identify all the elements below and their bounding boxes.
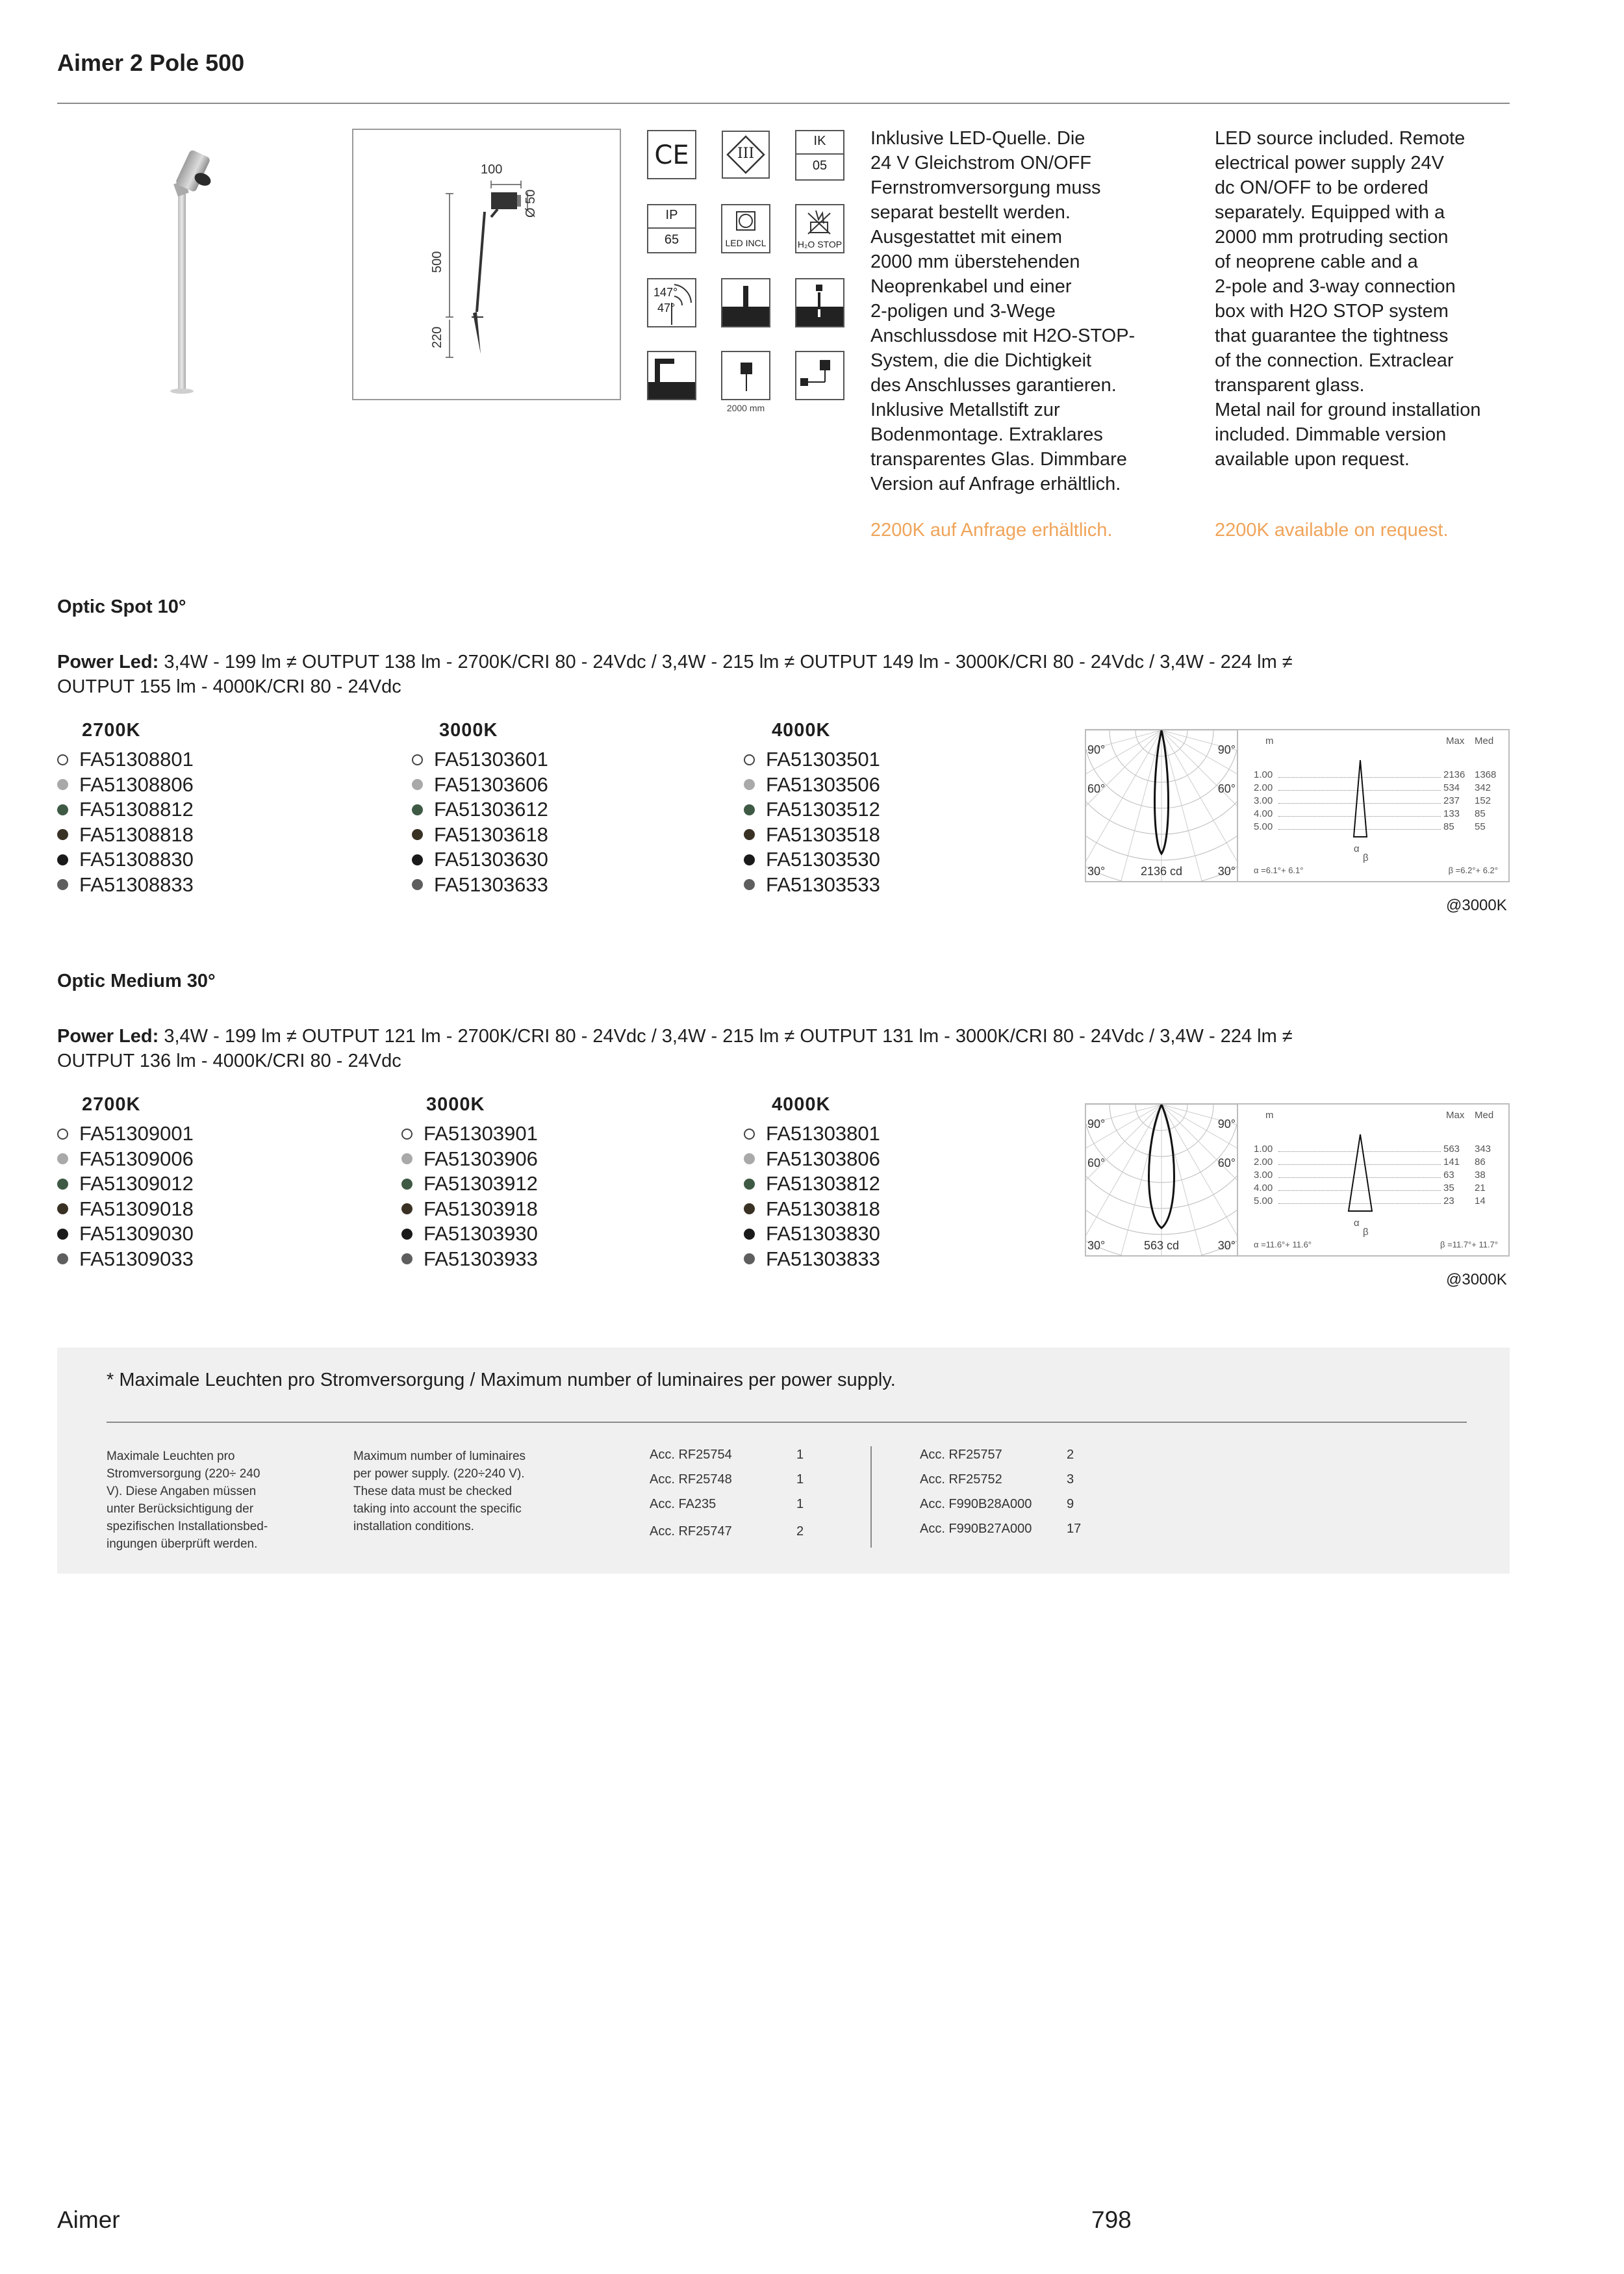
accessory-code: Acc. RF25747 bbox=[650, 1524, 732, 1539]
finish-light-grey-swatch bbox=[401, 1153, 412, 1164]
alpha-angle: α =6.1°+ 6.1° bbox=[1254, 865, 1304, 875]
product-code: FA51303933 bbox=[424, 1247, 538, 1270]
accessory-code: Acc. F990B27A000 bbox=[920, 1522, 1032, 1536]
finish-grey-swatch bbox=[401, 1253, 412, 1264]
max-value: 63 bbox=[1443, 1169, 1454, 1181]
beam-cone bbox=[1334, 1131, 1386, 1228]
description-german: Inklusive LED-Quelle. Die 24 V Gleichstrom ON/OFF Fernstromversorgung muss separat bestellt werden. Ausgestattet mit einem 2000 mm überstehenden Neoprenkabel und einer 2-poligen und 3-Wege Anschlussdose mit H2O-STOP- System, die die Dichtigkeit des Anschlusses garantieren. Inklusive Metallstift zur Bodenmontage. Extraklares transparentes Glas. Dimmbare Version auf Anfrage erhältlich. bbox=[870, 128, 1136, 494]
finish-white-swatch bbox=[412, 754, 423, 765]
supply-note-english: Maximum number of luminaires per power supply. (220÷240 V). These data must be checked taking into account the specific installation conditions. bbox=[353, 1450, 526, 1533]
product-code-item bbox=[412, 797, 548, 823]
finish-grey-swatch bbox=[744, 1253, 755, 1264]
page-title: Aimer 2 Pole 500 bbox=[57, 49, 245, 76]
max-value: 237 bbox=[1443, 795, 1460, 806]
supply-note-german: Maximale Leuchten pro Stromversorgung (220÷ 240 V). Diese Angaben müssen unter Berücksichtigung der spezifischen Installationsbed- ingungen überprüft werden. bbox=[107, 1450, 268, 1551]
color-temp-heading: 3000K bbox=[439, 720, 498, 741]
accessory-code: Acc. RF25757 bbox=[920, 1448, 1002, 1462]
description-english: LED source included. Remote electrical power supply 24V dc ON/OFF to be ordered separately. Equipped with a 2000 mm protruding section of neoprene cable and a 2-pole and 3-way connection box with H2O STOP system that guarantee the tightness of the connection. Extraclear transparent glass. Metal nail for ground installation included. Dimmable version available upon request. bbox=[1215, 128, 1481, 470]
angle-30-right: 30° bbox=[1217, 1239, 1236, 1252]
product-code: FA51308812 bbox=[79, 798, 194, 821]
product-code: FA51303606 bbox=[434, 773, 548, 796]
dim-height-220: 220 bbox=[430, 326, 444, 348]
illuminance-table bbox=[1237, 1103, 1510, 1257]
beta-symbol: β bbox=[1363, 852, 1369, 863]
product-code-item bbox=[744, 847, 880, 873]
color-temp-heading: 3000K bbox=[426, 1094, 485, 1115]
certification-icons bbox=[647, 130, 848, 413]
class-iii-icon: III bbox=[721, 130, 770, 179]
finish-brown-swatch bbox=[744, 829, 755, 840]
alpha-symbol: α bbox=[1354, 843, 1360, 854]
product-code-item bbox=[744, 1247, 880, 1272]
product-code: FA51303833 bbox=[766, 1247, 880, 1270]
product-code: FA51308818 bbox=[79, 823, 194, 846]
accessory-count: 1 bbox=[796, 1448, 804, 1462]
finish-green-swatch bbox=[744, 804, 755, 815]
candela-value: 2136 cd bbox=[1140, 865, 1183, 878]
product-code-item bbox=[57, 1247, 194, 1272]
product-code-item bbox=[57, 1197, 194, 1222]
tilt-angle-icon: 147° 47° bbox=[647, 278, 696, 327]
product-code-item bbox=[57, 1171, 194, 1197]
product-code: FA51309018 bbox=[79, 1197, 194, 1220]
power-led-spec bbox=[57, 650, 1512, 699]
accessory-code: Acc. RF25752 bbox=[920, 1472, 1002, 1487]
product-code-item bbox=[744, 1147, 880, 1172]
beta-angle: β =11.7°+ 11.7° bbox=[1440, 1240, 1498, 1249]
product-code: FA51309033 bbox=[79, 1247, 194, 1270]
product-code-item bbox=[57, 823, 194, 848]
product-code: FA51303612 bbox=[434, 798, 548, 821]
finish-brown-swatch bbox=[412, 829, 423, 840]
finish-green-swatch bbox=[57, 1179, 68, 1190]
product-code-item bbox=[57, 873, 194, 898]
med-value: 21 bbox=[1475, 1182, 1486, 1194]
reference-temp: @3000K bbox=[1446, 897, 1507, 914]
product-code-item bbox=[401, 1197, 538, 1222]
finish-black-swatch bbox=[412, 854, 423, 865]
finish-brown-swatch bbox=[401, 1203, 412, 1214]
max-value: 563 bbox=[1443, 1143, 1460, 1155]
reference-temp: @3000K bbox=[1446, 1271, 1507, 1288]
accessory-count: 9 bbox=[1067, 1497, 1074, 1511]
product-code: FA51308833 bbox=[79, 873, 194, 896]
product-code: FA51303530 bbox=[766, 848, 880, 871]
product-code-item bbox=[57, 1121, 194, 1147]
max-value: 141 bbox=[1443, 1156, 1460, 1168]
page-number: 798 bbox=[1091, 2206, 1132, 2233]
product-code: FA51303906 bbox=[424, 1147, 538, 1170]
finish-light-grey-swatch bbox=[57, 779, 68, 790]
med-value: 342 bbox=[1475, 782, 1491, 793]
beta-symbol: β bbox=[1363, 1227, 1369, 1238]
finish-green-swatch bbox=[412, 804, 423, 815]
accessory-count: 1 bbox=[796, 1472, 804, 1487]
finish-black-swatch bbox=[744, 1229, 755, 1240]
distance-value: 5.00 bbox=[1254, 1195, 1273, 1207]
product-code-item bbox=[744, 1221, 880, 1247]
product-code-item bbox=[412, 747, 548, 773]
finish-grey-swatch bbox=[744, 879, 755, 890]
med-header: Med bbox=[1475, 1110, 1494, 1121]
med-value: 1368 bbox=[1475, 769, 1497, 780]
product-code-list bbox=[412, 747, 548, 897]
finish-brown-swatch bbox=[57, 1203, 68, 1214]
med-value: 343 bbox=[1475, 1143, 1491, 1155]
power-led-label: Power Led: bbox=[57, 652, 159, 672]
power-led-line1: 3,4W - 199 lm ≠ OUTPUT 138 lm - 2700K/CRI 80 - 24Vdc / 3,4W - 215 lm ≠ OUTPUT 149 lm - 3000K/CRI 80 - 24Vdc / 3,4W - 224 lm ≠ bbox=[159, 652, 1293, 672]
med-value: 85 bbox=[1475, 808, 1486, 819]
distance-value: 4.00 bbox=[1254, 808, 1273, 819]
ground-spike-icon bbox=[721, 278, 770, 327]
product-code-item bbox=[744, 797, 880, 823]
cable-length-label: 2000 mm bbox=[726, 403, 765, 413]
footer-brand: Aimer bbox=[57, 2206, 120, 2233]
ce-mark-icon: CE bbox=[647, 130, 696, 179]
accessory-code: Acc. F990B28A000 bbox=[920, 1497, 1032, 1511]
accessory-count: 3 bbox=[1067, 1472, 1074, 1487]
accessory-count: 1 bbox=[796, 1497, 804, 1511]
product-code-list bbox=[401, 1121, 538, 1271]
h2o-stop-icon: H₂O STOP bbox=[795, 204, 844, 253]
acc-divider bbox=[870, 1446, 872, 1548]
ip-rating-icon: IP 65 bbox=[647, 204, 696, 253]
polar-diagram bbox=[1085, 729, 1238, 882]
finish-green-swatch bbox=[57, 804, 68, 815]
product-code: FA51309030 bbox=[79, 1222, 194, 1245]
color-temp-heading: 2700K bbox=[82, 1094, 141, 1115]
led-included-icon: LED INCL bbox=[721, 204, 770, 253]
finish-black-swatch bbox=[57, 1229, 68, 1240]
power-led-line2: OUTPUT 136 lm - 4000K/CRI 80 - 24Vdc bbox=[57, 1051, 401, 1071]
finish-black-swatch bbox=[57, 854, 68, 865]
finish-grey-swatch bbox=[412, 879, 423, 890]
product-code-list bbox=[744, 747, 880, 897]
product-code: FA51303912 bbox=[424, 1172, 538, 1195]
product-code: FA51303630 bbox=[434, 848, 548, 871]
polar-diagram bbox=[1085, 1103, 1238, 1257]
polar-grid bbox=[1086, 730, 1237, 881]
product-code: FA51303830 bbox=[766, 1222, 880, 1245]
finish-grey-swatch bbox=[57, 1253, 68, 1264]
dim-height-500: 500 bbox=[430, 251, 444, 273]
distance-header: m bbox=[1265, 1110, 1274, 1121]
max-value: 133 bbox=[1443, 808, 1460, 819]
angle-90-left: 90° bbox=[1087, 1118, 1106, 1131]
title-divider bbox=[57, 103, 1510, 104]
angle-30-right: 30° bbox=[1217, 865, 1236, 878]
distance-value: 4.00 bbox=[1254, 1182, 1273, 1194]
product-code: FA51303533 bbox=[766, 873, 880, 896]
finish-light-grey-swatch bbox=[412, 779, 423, 790]
product-code-item bbox=[412, 823, 548, 848]
product-code: FA51308830 bbox=[79, 848, 194, 871]
finish-white-swatch bbox=[57, 1129, 68, 1140]
polar-grid bbox=[1086, 1105, 1237, 1255]
beta-angle: β =6.2°+ 6.2° bbox=[1448, 865, 1498, 875]
alpha-angle: α =11.6°+ 11.6° bbox=[1254, 1240, 1312, 1249]
angle-60-right: 60° bbox=[1217, 782, 1236, 795]
product-code: FA51303601 bbox=[434, 748, 548, 771]
max-value: 85 bbox=[1443, 821, 1454, 832]
product-code: FA51303633 bbox=[434, 873, 548, 896]
power-led-line1: 3,4W - 199 lm ≠ OUTPUT 121 lm - 2700K/CRI 80 - 24Vdc / 3,4W - 215 lm ≠ OUTPUT 131 lm - 3000K/CRI 80 - 24Vdc / 3,4W - 224 lm ≠ bbox=[159, 1026, 1293, 1047]
product-code: FA51303518 bbox=[766, 823, 880, 846]
cable-length-icon bbox=[721, 351, 770, 400]
product-code: FA51303806 bbox=[766, 1147, 880, 1170]
product-code-item bbox=[57, 847, 194, 873]
product-code-item bbox=[744, 1197, 880, 1222]
power-supply-box bbox=[57, 1348, 1510, 1574]
med-value: 152 bbox=[1475, 795, 1491, 806]
ground-install-icon bbox=[795, 278, 844, 327]
distance-header: m bbox=[1265, 735, 1274, 747]
angle-30-left: 30° bbox=[1087, 1239, 1106, 1252]
illuminance-table bbox=[1237, 729, 1510, 882]
product-code-item bbox=[744, 1171, 880, 1197]
med-value: 38 bbox=[1475, 1169, 1486, 1181]
product-code-item bbox=[401, 1221, 538, 1247]
max-value: 35 bbox=[1443, 1182, 1454, 1194]
product-code-item bbox=[412, 873, 548, 898]
note-english: 2200K available on request. bbox=[1215, 520, 1449, 541]
product-code-item bbox=[401, 1171, 538, 1197]
accessory-count: 2 bbox=[1067, 1448, 1074, 1462]
finish-white-swatch bbox=[57, 754, 68, 765]
note-german: 2200K auf Anfrage erhältlich. bbox=[870, 520, 1113, 541]
optic-title: Optic Medium 30° bbox=[57, 971, 216, 991]
product-code-item bbox=[57, 797, 194, 823]
finish-green-swatch bbox=[744, 1179, 755, 1190]
finish-white-swatch bbox=[401, 1129, 412, 1140]
power-led-label: Power Led: bbox=[57, 1026, 159, 1047]
dim-width: 100 bbox=[481, 162, 503, 177]
wall-mount-icon bbox=[647, 351, 696, 400]
finish-brown-swatch bbox=[744, 1203, 755, 1214]
product-code-item bbox=[744, 773, 880, 798]
dim-diameter: Ø 50 bbox=[524, 189, 538, 218]
angle-90-right: 90° bbox=[1217, 1118, 1236, 1131]
power-led-spec bbox=[57, 1024, 1512, 1073]
accessory-code: Acc. RF25748 bbox=[650, 1472, 732, 1487]
optic-title: Optic Spot 10° bbox=[57, 596, 186, 617]
supply-title: * Maximale Leuchten pro Stromversorgung / Maximum number of luminaires per power supply. bbox=[107, 1370, 896, 1390]
finish-light-grey-swatch bbox=[57, 1153, 68, 1164]
med-value: 86 bbox=[1475, 1156, 1486, 1168]
angle-60-right: 60° bbox=[1217, 1156, 1236, 1169]
max-header: Max bbox=[1446, 735, 1465, 747]
candela-value: 563 cd bbox=[1143, 1239, 1180, 1252]
max-value: 534 bbox=[1443, 782, 1460, 793]
product-code: FA51308806 bbox=[79, 773, 194, 796]
accessory-count: 17 bbox=[1067, 1522, 1082, 1536]
distance-value: 2.00 bbox=[1254, 1156, 1273, 1168]
product-code-item bbox=[401, 1147, 538, 1172]
ik-rating-icon: IK 05 bbox=[795, 130, 844, 181]
max-header: Max bbox=[1446, 1110, 1465, 1121]
max-value: 2136 bbox=[1443, 769, 1465, 780]
accessory-count: 2 bbox=[796, 1524, 804, 1539]
distance-value: 1.00 bbox=[1254, 769, 1273, 780]
finish-black-swatch bbox=[401, 1229, 412, 1240]
product-code: FA51303818 bbox=[766, 1197, 880, 1220]
product-code: FA51303801 bbox=[766, 1122, 880, 1145]
product-code: FA51303618 bbox=[434, 823, 548, 846]
finish-green-swatch bbox=[401, 1179, 412, 1190]
product-code: FA51303512 bbox=[766, 798, 880, 821]
finish-white-swatch bbox=[744, 1129, 755, 1140]
distance-value: 3.00 bbox=[1254, 795, 1273, 806]
finish-brown-swatch bbox=[57, 829, 68, 840]
product-code-list bbox=[57, 747, 194, 897]
product-code-item bbox=[744, 1121, 880, 1147]
product-code: FA51303501 bbox=[766, 748, 880, 771]
product-code: FA51309001 bbox=[79, 1122, 194, 1145]
accessory-code: Acc. RF25754 bbox=[650, 1448, 732, 1462]
color-temp-heading: 2700K bbox=[82, 720, 141, 741]
angle-60-left: 60° bbox=[1087, 782, 1106, 795]
product-code-item bbox=[744, 873, 880, 898]
product-code: FA51303918 bbox=[424, 1197, 538, 1220]
product-code-list bbox=[744, 1121, 880, 1271]
finish-black-swatch bbox=[744, 854, 755, 865]
product-code-item bbox=[401, 1121, 538, 1147]
distance-value: 1.00 bbox=[1254, 1143, 1273, 1155]
med-header: Med bbox=[1475, 735, 1494, 747]
product-code-item bbox=[57, 747, 194, 773]
product-code: FA51308801 bbox=[79, 748, 194, 771]
distance-value: 5.00 bbox=[1254, 821, 1273, 832]
product-code-item bbox=[57, 1221, 194, 1247]
product-code: FA51303506 bbox=[766, 773, 880, 796]
supply-divider bbox=[107, 1422, 1467, 1423]
product-code-item bbox=[401, 1247, 538, 1272]
junction-box-icon bbox=[795, 351, 844, 400]
product-code-list bbox=[57, 1121, 194, 1271]
finish-grey-swatch bbox=[57, 879, 68, 890]
product-code-item bbox=[57, 1147, 194, 1172]
alpha-symbol: α bbox=[1354, 1218, 1360, 1229]
product-code: FA51309012 bbox=[79, 1172, 194, 1195]
angle-90-right: 90° bbox=[1217, 743, 1236, 756]
product-code: FA51303812 bbox=[766, 1172, 880, 1195]
dimension-drawing bbox=[352, 129, 621, 400]
beam-cone bbox=[1334, 756, 1386, 854]
product-code-item bbox=[744, 823, 880, 848]
med-value: 55 bbox=[1475, 821, 1486, 832]
med-value: 14 bbox=[1475, 1195, 1486, 1207]
product-image bbox=[162, 143, 214, 396]
color-temp-heading: 4000K bbox=[772, 1094, 831, 1115]
product-code-item bbox=[744, 747, 880, 773]
product-code-item bbox=[412, 773, 548, 798]
product-code: FA51303930 bbox=[424, 1222, 538, 1245]
finish-white-swatch bbox=[744, 754, 755, 765]
product-code-item bbox=[412, 847, 548, 873]
product-code: FA51303901 bbox=[424, 1122, 538, 1145]
max-value: 23 bbox=[1443, 1195, 1454, 1207]
angle-60-left: 60° bbox=[1087, 1156, 1106, 1169]
distance-value: 2.00 bbox=[1254, 782, 1273, 793]
finish-light-grey-swatch bbox=[744, 779, 755, 790]
product-code: FA51309006 bbox=[79, 1147, 194, 1170]
finish-light-grey-swatch bbox=[744, 1153, 755, 1164]
distance-value: 3.00 bbox=[1254, 1169, 1273, 1181]
angle-90-left: 90° bbox=[1087, 743, 1106, 756]
power-led-line2: OUTPUT 155 lm - 4000K/CRI 80 - 24Vdc bbox=[57, 676, 401, 697]
angle-30-left: 30° bbox=[1087, 865, 1106, 878]
accessory-code: Acc. FA235 bbox=[650, 1497, 717, 1511]
color-temp-heading: 4000K bbox=[772, 720, 831, 741]
product-code-item bbox=[57, 773, 194, 798]
